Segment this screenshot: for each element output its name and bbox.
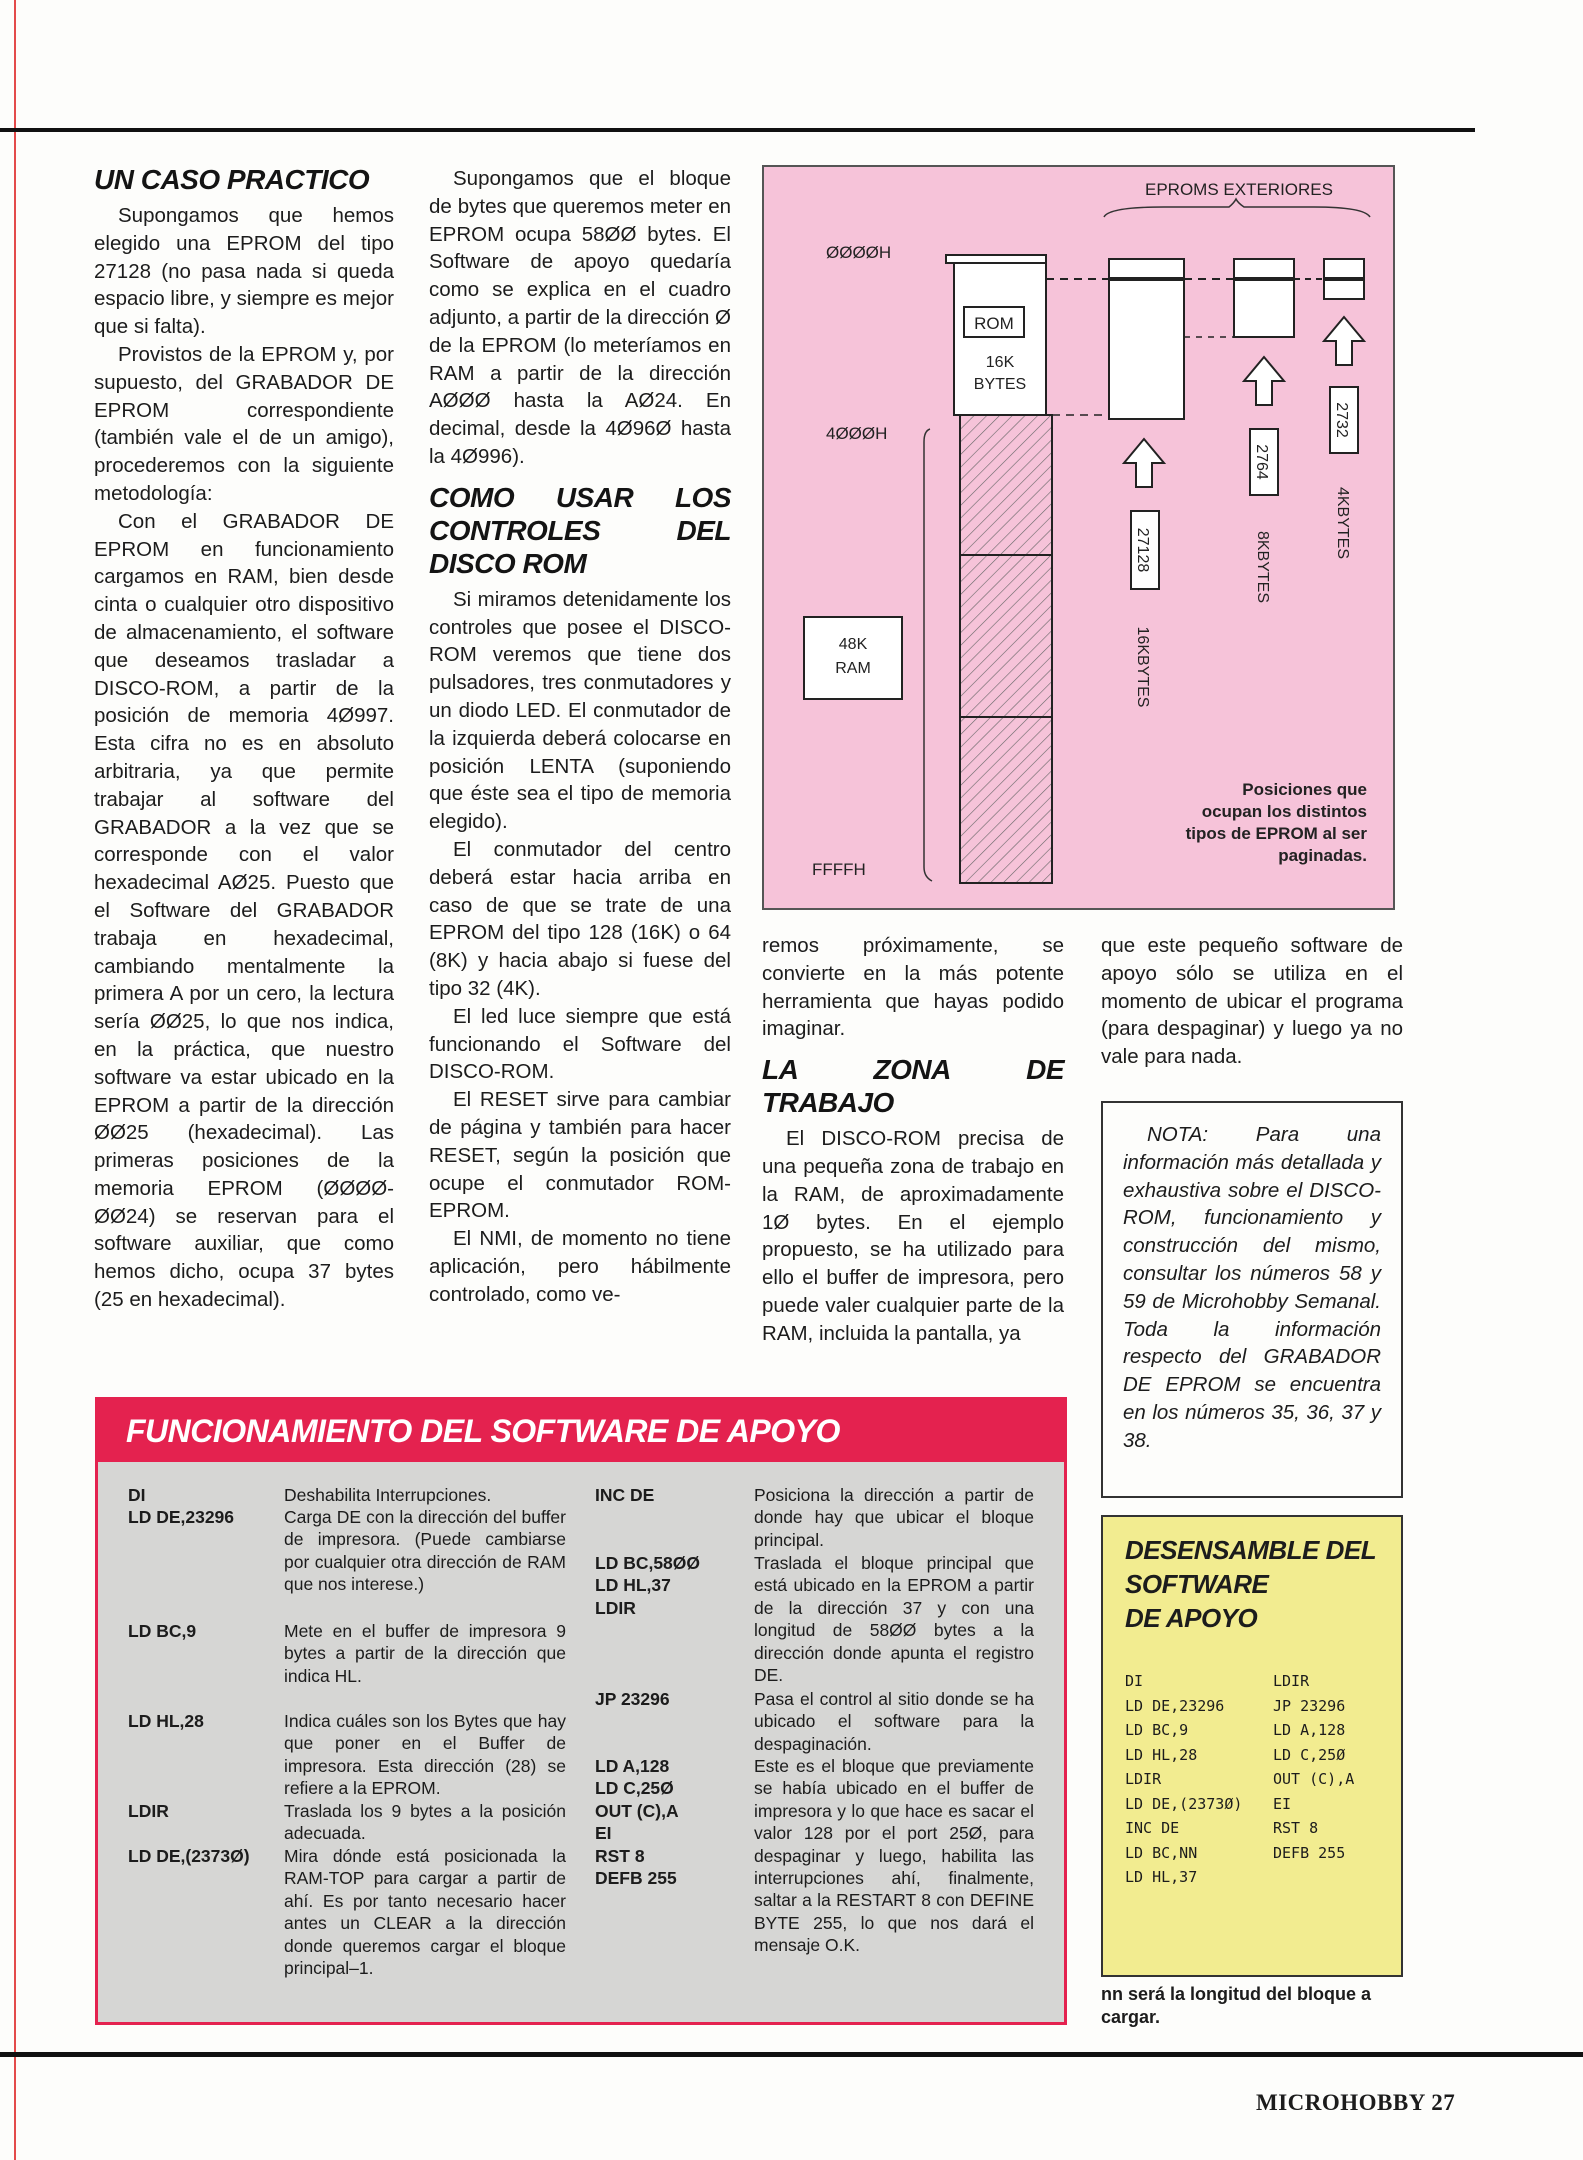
desensamble-footnote: nn será la longitud del bloque a cargar. [1101, 1984, 1372, 2027]
col2-paragraph-1: Si miramos detenidamente los controles que posee el DISCO-ROM veremos que tiene dos pulsadores, tres conmutadores y un diodo LED. El conmutador de la izquierda deberá colocarse en posición LENTA (suponiendo que éste sea el tipo de memoria elegido). [429, 587, 731, 834]
func-code: JP 23296 [595, 1689, 670, 1709]
eprom-27128-block [1109, 259, 1184, 419]
code-line: RST 8 [1273, 1819, 1319, 1837]
code-line: LD DE,23296 [1125, 1696, 1225, 1715]
addr-4000: 4ØØØH [826, 424, 888, 443]
func-description: Carga DE con la dirección del buffer de impresora. (Puede cambiarse por cualquier otra dirección de RAM que nos interese.) [284, 1507, 566, 1595]
bottom-rule [0, 2052, 1583, 2057]
column-4 [1101, 932, 1403, 1071]
code-line: LDIR [1125, 1770, 1162, 1788]
page-footer: MICROHOBBY 27 [1256, 2090, 1456, 2115]
heading-controles: COMO USAR LOS CONTROLES DEL DISCO ROM [429, 481, 731, 579]
ram-label-2: RAM [835, 660, 871, 677]
col2-intro: Supongamos que el bloque de bytes que queremos meter en EPROM ocupa 58ØØ bytes. El Software de apoyo quedaría como se explica en el cuadro adjunto, a partir de la dirección Ø de la EPROM (lo meteríamos en RAM a partir de la dirección AØØØ hasta la AØ24. En decimal, desde la 4Ø96Ø hasta la 4Ø996). [429, 167, 731, 468]
nota-text: NOTA: Para una información más detallada y exhaustiva sobre el DISCO-ROM, funcionamiento y construcción del mismo, consultar los números 58 y 59 de Microhobby Semanal. Toda la información respecto del GRABADOR DE EPROM se encuentra en los números 35, 36, 37 y 38. [1123, 1123, 1381, 1452]
col4-text: que este pequeño software de apoyo sólo se utiliza en el momento de ubicar el programa (para despaginar) y luego ya no vale para nada. [1101, 934, 1403, 1069]
arrow-up-icon [1324, 317, 1364, 365]
code-line: EI [1273, 1794, 1292, 1813]
chip-27128: 27128 [1134, 527, 1151, 573]
desensamble-box [1101, 1515, 1403, 1977]
col1-paragraph-3: Con el GRABADOR DE EPROM en funcionamiento cargamos en RAM, bien desde cinta o cualquier otro dispositivo de almacenamiento, el software que deseamos trasladar a DISCO-ROM, a partir de la posición de memoria 4Ø997. Esta cifra no es en absoluto arbitraria, ya que permite trabajar al software del GRABADOR a la vez que se corresponde con el valor hexadecimal AØ25. Puesto que el Software del GRABADOR trabaja en hexadecimal, cambiando mentalmente la primera A por un cero, la lectura sería ØØ25, lo que nos indica, en la práctica, que nuestro software va estar ubicado en la EPROM a partir de la dirección ØØ25 (hexadecimal). Las primeras posiciones de la memoria EPROM (ØØØØ-ØØ24) se reservan para el software auxiliar, que como hemos dicho, ocupa 37 bytes (25 en hexadecimal). [94, 509, 394, 1312]
rom-block-top [946, 255, 1046, 263]
ram-bracket [924, 429, 932, 881]
code-line: JP 23296 [1273, 1696, 1346, 1715]
code-line: DEFB 255 [1273, 1843, 1346, 1862]
size-16k: 16KBYTES [1134, 626, 1151, 708]
func-code: LD DE,(2373Ø) [128, 1846, 250, 1866]
column-2 [429, 165, 731, 1308]
funcionamiento-title: FUNCIONAMIENTO DEL SOFTWARE DE APOYO [98, 1400, 1064, 1462]
chip-2764: 2764 [1253, 444, 1270, 480]
code-line: DI [1125, 1672, 1144, 1690]
desensamble-title-line: DE APOYO [1125, 1603, 1258, 1633]
size-4k: 4KBYTES [1334, 486, 1351, 560]
column-1 [94, 163, 394, 1314]
func-code: LD BC,58ØØ LD HL,37 LDIR [595, 1553, 701, 1618]
code-line: LD BC,9 [1125, 1721, 1189, 1739]
func-description: Indica cuáles son los Bytes que hay que poner en el Buffer de impresora. Esta dirección (28) se refiere a la EPROM. [284, 1711, 566, 1799]
code-line: LD DE,(2373Ø) [1125, 1794, 1243, 1813]
caption-line-2: ocupan los distintos [1201, 802, 1367, 821]
desensamble-title-line: SOFTWARE [1125, 1569, 1269, 1599]
col3-intro: remos próximamente, se convierte en la más potente herramienta que hayas podido imaginar. [762, 934, 1064, 1041]
chip-2732: 2732 [1333, 402, 1350, 438]
size-8k: 8KBYTES [1254, 530, 1271, 604]
code-line: INC DE [1125, 1819, 1180, 1837]
col3-paragraph: El DISCO-ROM precisa de una pequeña zona de trabajo en la RAM, de aproximadamente 1Ø bytes. En el ejemplo propuesto, se ha utilizado para ello el buffer de impresora, pero puede valer cualquier parte de la RAM, incluida la pantalla, ya [762, 1127, 1064, 1345]
col2-paragraph-4: El RESET sirve para cambiar de página y también para hacer RESET, según la posición que ocupe el conmutador ROM-EPROM. [429, 1088, 731, 1223]
func-description: Este es el bloque que previamente se había ubicado en el buffer de impresora y lo que hace es sacar el valor 128 por el port 25Ø, para despaginar y luego, habilita las interrupciones ahí, finalmente, saltar a la RESTART 8 con DEFINE BYTE 255, lo que nos dará el mensaje O.K. [754, 1756, 1034, 1956]
column-3 [762, 932, 1064, 1348]
desensamble-code-left [1125, 1669, 1242, 1890]
eproms-brace [1104, 199, 1370, 217]
arrow-up-icon [1124, 439, 1164, 487]
func-code: LDIR [128, 1801, 169, 1821]
eprom-2764-block [1234, 259, 1294, 337]
caption-line-4: paginadas. [1278, 846, 1367, 865]
ram-block [960, 415, 1052, 883]
col1-paragraph-2: Provistos de la EPROM y, por supuesto, del GRABADOR DE EPROM correspondiente (también vale el de un amigo), procederemos con la siguiente metodología: [94, 342, 394, 505]
heading-zona-trabajo: LA ZONA DE TRABAJO [762, 1054, 1064, 1119]
func-description: Traslada los 9 bytes a la posición adecuada. [284, 1801, 566, 1844]
col2-paragraph-2: El conmutador del centro deberá estar hacia arriba en caso de que se trate de una EPROM del tipo 128 (16K) o 64 (8K) y hacia abajo si fuese del tipo 32 (4K). [429, 837, 731, 1000]
margin-line [14, 0, 16, 2160]
addr-ffff: FFFFH [812, 860, 866, 879]
func-code: LD A,128 LD C,25Ø OUT (C),A EI RST 8 DEFB 255 [595, 1756, 679, 1889]
func-description: Posiciona la dirección a partir de donde hay que ubicar el bloque principal. [754, 1485, 1034, 1550]
ram-label-box [804, 617, 902, 699]
caption-line-1: Posiciones que [1242, 780, 1367, 799]
addr-0000: ØØØØH [826, 243, 892, 262]
func-description: Mete en el buffer de impresora 9 bytes a partir de la dirección que indica HL. [284, 1621, 566, 1686]
rom-label: ROM [974, 314, 1014, 333]
col2-paragraph-3: El led luce siempre que está funcionando el Software del DISCO-ROM. [429, 1004, 731, 1084]
code-line: LD BC,NN [1125, 1843, 1198, 1862]
func-code: LD DE,23296 [128, 1507, 235, 1527]
eproms-label: EPROMS EXTERIORES [1145, 180, 1333, 199]
code-line: LD C,25Ø [1273, 1745, 1346, 1764]
ram-label-1: 48K [838, 636, 868, 653]
func-code: LD BC,9 [128, 1621, 197, 1641]
rom-size-2: BYTES [973, 376, 1027, 393]
nota-box [1101, 1101, 1403, 1498]
arrow-up-icon [1244, 357, 1284, 405]
code-line: LD A,128 [1273, 1721, 1346, 1739]
heading-caso-practico: UN CASO PRACTICO [94, 164, 370, 195]
func-description: Traslada el bloque principal que está ubicado en la EPROM a partir de la dirección 37 y con una longitud de 58ØØ bytes a la dirección donde apunta el registro DE. [754, 1553, 1034, 1686]
col2-paragraph-5: El NMI, de momento no tiene aplicación, pero hábilmente controlado, como ve- [429, 1227, 731, 1306]
rom-size-1: 16K [985, 354, 1015, 371]
code-line: LDIR [1273, 1672, 1310, 1690]
code-line: OUT (C),A [1273, 1770, 1355, 1788]
func-description: Pasa el control al sitio donde se ha ubicado el software para la despaginación. [754, 1689, 1034, 1754]
func-description: Mira dónde está posicionada la RAM-TOP para cargar a partir de ahí. Es por tanto necesario hacer antes un CLEAR a la dirección donde queremos cargar el bloque principal–1. [284, 1846, 566, 1979]
desensamble-title [1125, 1533, 1376, 1635]
code-line: LD HL,28 [1125, 1745, 1198, 1764]
desensamble-code-right [1273, 1669, 1354, 1865]
desensamble-title-line: DESENSAMBLE DEL [1125, 1535, 1377, 1565]
func-code: DI [128, 1485, 146, 1505]
funcionamiento-box [95, 1397, 1067, 2025]
eprom-diagram [762, 165, 1395, 910]
code-line: LD HL,37 [1125, 1868, 1198, 1886]
caption-line-3: tipos de EPROM al ser [1185, 824, 1367, 843]
col1-paragraph-1: Supongamos que hemos elegido una EPROM del tipo 27128 (no pasa nada si queda espacio libre, y siempre es mejor que si falta). [94, 204, 394, 339]
func-description: Deshabilita Interrupciones. [284, 1485, 492, 1505]
func-code: LD HL,28 [128, 1711, 204, 1731]
top-rule [0, 128, 1475, 132]
memory-map-svg [764, 167, 1393, 908]
func-code: INC DE [595, 1485, 655, 1505]
